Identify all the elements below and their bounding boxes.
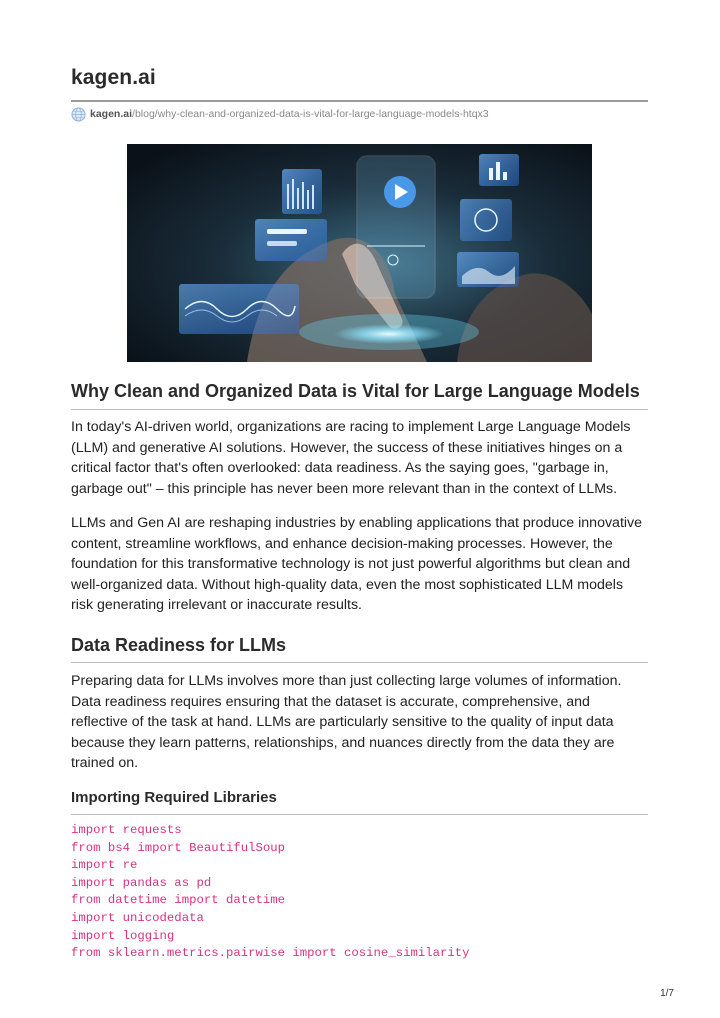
article-title-divider bbox=[71, 409, 648, 410]
hero-image bbox=[127, 144, 592, 362]
section-heading: Data Readiness for LLMs bbox=[71, 635, 287, 655]
section-heading-divider bbox=[71, 662, 648, 663]
intro-paragraph-2: LLMs and Gen AI are reshaping industries by enabling applications that produce innovative content, streamline workflows, and enhance decision-making processes. However, the foundation for this transformative technology is not just powerful algorithms but clean and well-organized data. Without high-quality data, even the most sophisticated LLM models risk generating irrelevant or inaccurate results. bbox=[71, 515, 643, 613]
section-paragraph: Preparing data for LLMs involves more than just collecting large volumes of information. Data readiness requires ensuring that the dataset is accurate, comprehensive, and reflective of the task at hand. LLMs are particularly sensitive to the quality of input data because they learn patterns, relationships, and nuances directly from the data they are trained on. bbox=[71, 673, 622, 771]
code-block: import requests from bs4 import BeautifulSoup import re import pandas as pd from datetime import datetime import unicodedata import logging from sklearn.metrics.pairwise import cosine_similarity bbox=[71, 823, 470, 961]
subheading-divider bbox=[71, 814, 648, 815]
hand-touching-holographic-ui-illustration bbox=[127, 144, 592, 362]
source-url[interactable] bbox=[71, 106, 489, 122]
title-divider bbox=[71, 100, 648, 102]
intro-paragraph-1: In today's AI-driven world, organizations are racing to implement Large Language Models (LLM) and generative AI solutions. However, the success of these initiatives hinges on a critical factor that's often overlooked: data readiness. As the saying goes, "garbage in, garbage out" – this principle has never been more relevant than in the context of LLMs. bbox=[71, 419, 631, 497]
article-title: Why Clean and Organized Data is Vital for Large Language Models bbox=[71, 381, 640, 401]
source-path: /blog/why-clean-and-organized-data-is-vital-for-large-language-models-htqx3 bbox=[132, 108, 489, 120]
globe-icon bbox=[71, 107, 86, 122]
page-number: 1/7 bbox=[660, 988, 674, 999]
source-host: kagen.ai bbox=[90, 108, 133, 120]
site-title: kagen.ai bbox=[71, 66, 156, 89]
subheading: Importing Required Libraries bbox=[71, 789, 277, 806]
